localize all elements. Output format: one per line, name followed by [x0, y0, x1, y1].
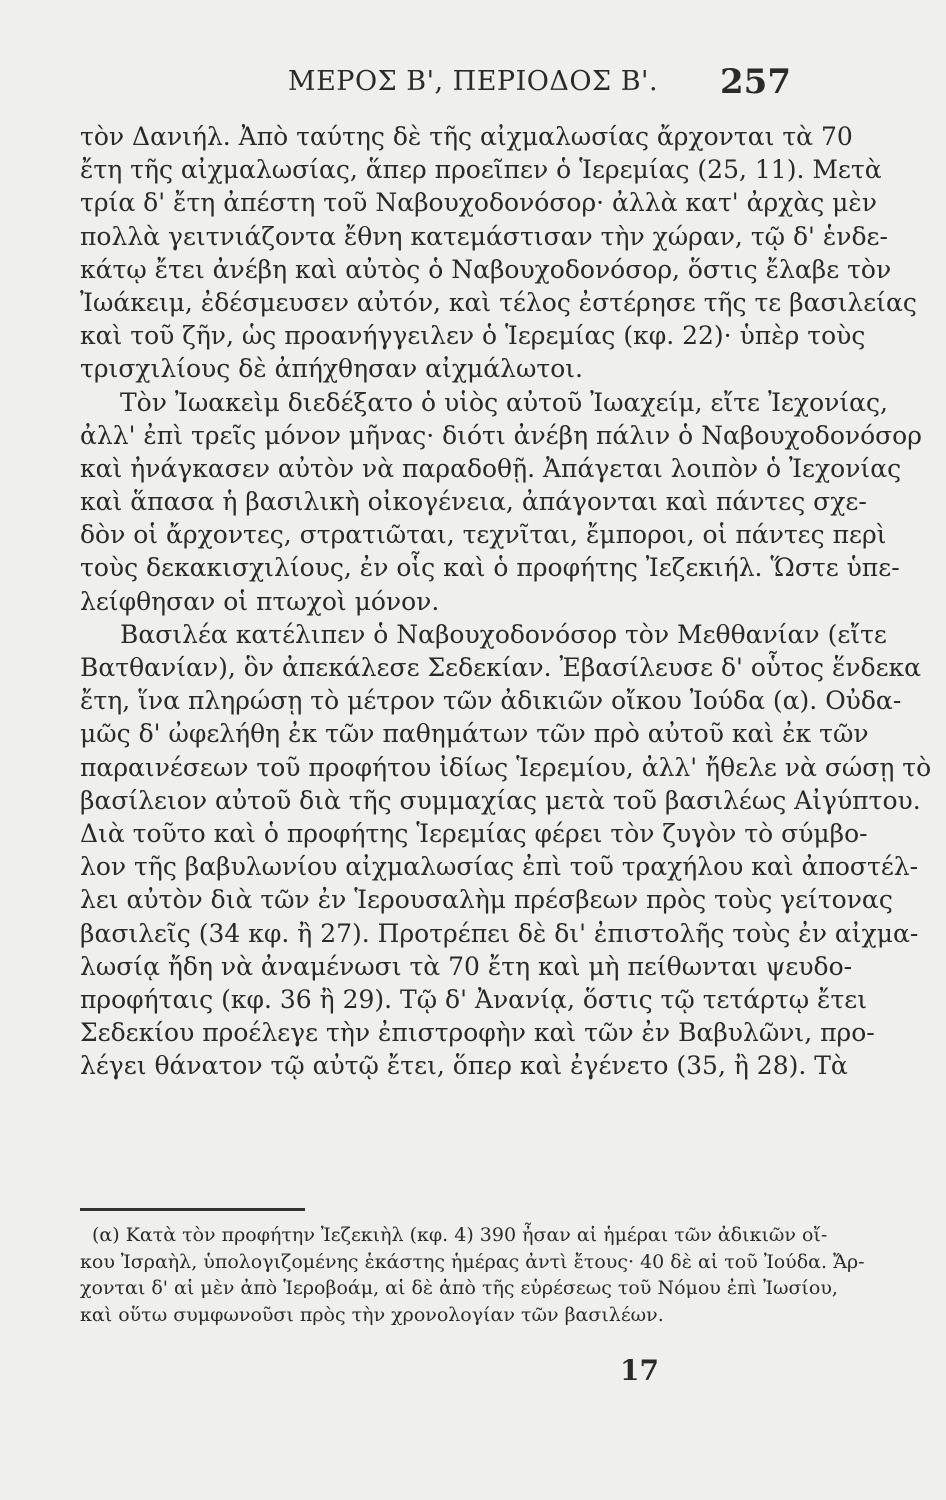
- footnotes: [80, 1222, 865, 1328]
- text-line: τρισχιλίους δὲ ἀπήχθησαν αἰχμάλωτοι.: [80, 354, 583, 384]
- text-line: καὶ ἅπασα ἡ βασιλικὴ οἰκογένεια, ἀπάγονται καὶ πάντες σχε-: [80, 487, 867, 517]
- text-line: δὸν οἱ ἄρχοντες, στρατιῶται, τεχνῖται, ἔμποροι, οἱ πάντες περὶ: [80, 520, 887, 550]
- text-line: ἔτη τῆς αἰχμαλωσίας, ἅπερ προεῖπεν ὁ Ἱερεμίας (25, 11). Μετὰ: [80, 155, 882, 185]
- text-line: μῶς δ' ὠφελήθη ἐκ τῶν παθημάτων τῶν πρὸ αὐτοῦ καὶ ἐκ τῶν: [80, 719, 869, 749]
- page-number: 257: [720, 62, 791, 102]
- text-line: λέγει θάνατον τῷ αὐτῷ ἔτει, ὅπερ καὶ ἐγένετο (35, ἢ 28). Τὰ: [80, 1051, 848, 1081]
- signature-mark: 17: [620, 1354, 659, 1387]
- text-line: ἔτη, ἵνα πληρώσῃ τὸ μέτρον τῶν ἀδικιῶν οἴκου Ἰούδα (α). Οὐδα-: [80, 686, 902, 716]
- text-line: τρία δ' ἔτη ἀπέστη τοῦ Ναβουχοδονόσορ· ἀλλὰ κατ' ἀρχὰς μὲν: [80, 188, 878, 218]
- text-line: κάτῳ ἔτει ἀνέβη καὶ αὐτὸς ὁ Ναβουχοδονόσορ, ὅστις ἔλαβε τὸν: [80, 254, 892, 284]
- text-line: ἀλλ' ἐπὶ τρεῖς μόνον μῆνας· διότι ἀνέβη πάλιν ὁ Ναβουχοδονόσορ: [80, 420, 922, 450]
- text-line: Ἰωάκειμ, ἐδέσμευσεν αὐτόν, καὶ τέλος ἐστέρησε τῆς τε βασιλείας: [80, 287, 917, 317]
- page-header: [0, 62, 946, 102]
- text-line: βασιλεῖς (34 κφ. ἢ 27). Προτρέπει δὲ δι' ἐπιστολῆς τοὺς ἐν αἰχμα-: [80, 918, 919, 948]
- footnote-line: καὶ οὕτω συμφωνοῦσι πρὸς τὴν χρονολογίαν τῶν βασιλέων.: [80, 1303, 664, 1326]
- text-line: προφήταις (κφ. 36 ἢ 29). Τῷ δ' Ἀνανίᾳ, ὅστις τῷ τετάρτῳ ἔτει: [80, 984, 868, 1014]
- running-title: ΜΕΡΟΣ Β', ΠΕΡΙΟΔΟΣ Β'.: [287, 66, 659, 97]
- footnote-line: κου Ἰσραὴλ, ὑπολογιζομένης ἑκάστης ἡμέρας ἀντὶ ἔτους· 40 δὲ αἱ τοῦ Ἰούδα. Ἄρ-: [80, 1250, 865, 1273]
- text-line: λωσίᾳ ἤδη νὰ ἀναμένωσι τὰ 70 ἔτη καὶ μὴ πείθωνται ψευδο-: [80, 951, 853, 981]
- text-line: λον τῆς βαβυλωνίου αἰχμαλωσίας ἐπὶ τοῦ τραχήλου καὶ ἀποστέλ-: [80, 852, 919, 882]
- text-line: Βατθανίαν), ὃν ἀπεκάλεσε Σεδεκίαν. Ἐβασίλευσε δ' οὗτος ἕνδεκα: [80, 653, 922, 682]
- text-line: βασίλειον αὐτοῦ διὰ τῆς συμμαχίας μετὰ τοῦ βασιλέως Αἰγύπτου.: [80, 785, 921, 815]
- footnote-line: (α) Κατὰ τὸν προφήτην Ἰεζεκιὴλ (κφ. 4) 390 ἦσαν αἱ ἡμέραι τῶν ἀδικιῶν οἴ-: [92, 1224, 828, 1246]
- text-line: τοὺς δεκακισχιλίους, ἐν οἷς καὶ ὁ προφήτης Ἰεζεκιήλ. Ὥστε ὑπε-: [80, 553, 900, 583]
- footnote-rule: [80, 1208, 305, 1211]
- text-line: καὶ ἠνάγκασεν αὐτὸν νὰ παραδοθῇ. Ἀπάγεται λοιπὸν ὁ Ἰεχονίας: [80, 453, 902, 483]
- text-line: λείφθησαν οἱ πτωχοὶ μόνον.: [80, 586, 440, 616]
- text-line: παραινέσεων τοῦ προφήτου ἰδίως Ἱερεμίου, ἀλλ' ἤθελε νὰ σώσῃ τὸ: [80, 752, 932, 782]
- text-line: καὶ τοῦ ζῆν, ὡς προανήγγειλεν ὁ Ἱερεμίας (κφ. 22)· ὑπὲρ τοὺς: [80, 321, 866, 351]
- text-line: Τὸν Ἰωακεὶμ διεδέξατο ὁ υἱὸς αὐτοῦ Ἰωαχείμ, εἴτε Ἰεχονίας,: [120, 387, 888, 417]
- text-line: Σεδεκίου προέλεγε τὴν ἐπιστροφὴν καὶ τῶν ἐν Βαβυλῶνι, προ-: [80, 1018, 875, 1048]
- footnote-line: χονται δ' αἱ μὲν ἀπὸ Ἱεροβοάμ, αἱ δὲ ἀπὸ τῆς εὑρέσεως τοῦ Νόμου ἐπὶ Ἰωσίου,: [80, 1277, 838, 1299]
- text-line: Διὰ τοῦτο καὶ ὁ προφήτης Ἱερεμίας φέρει τὸν ζυγὸν τὸ σύμβο-: [80, 818, 868, 848]
- text-line: πολλὰ γειτνιάζοντα ἔθνη κατεμάστισαν τὴν χώραν, τῷ δ' ἑνδε-: [80, 221, 888, 251]
- text-line: Βασιλέα κατέλιπεν ὁ Ναβουχοδονόσορ τὸν Μεθθανίαν (εἴτε: [120, 619, 887, 649]
- body-text: [80, 120, 932, 1082]
- text-line: λει αὐτὸν διὰ τῶν ἐν Ἱερουσαλὴμ πρέσβεων πρὸς τοὺς γείτονας: [80, 885, 893, 915]
- text-line: τὸν Δανιήλ. Ἀπὸ ταύτης δὲ τῆς αἰχμαλωσίας ἄρχονται τὰ 70: [80, 122, 853, 151]
